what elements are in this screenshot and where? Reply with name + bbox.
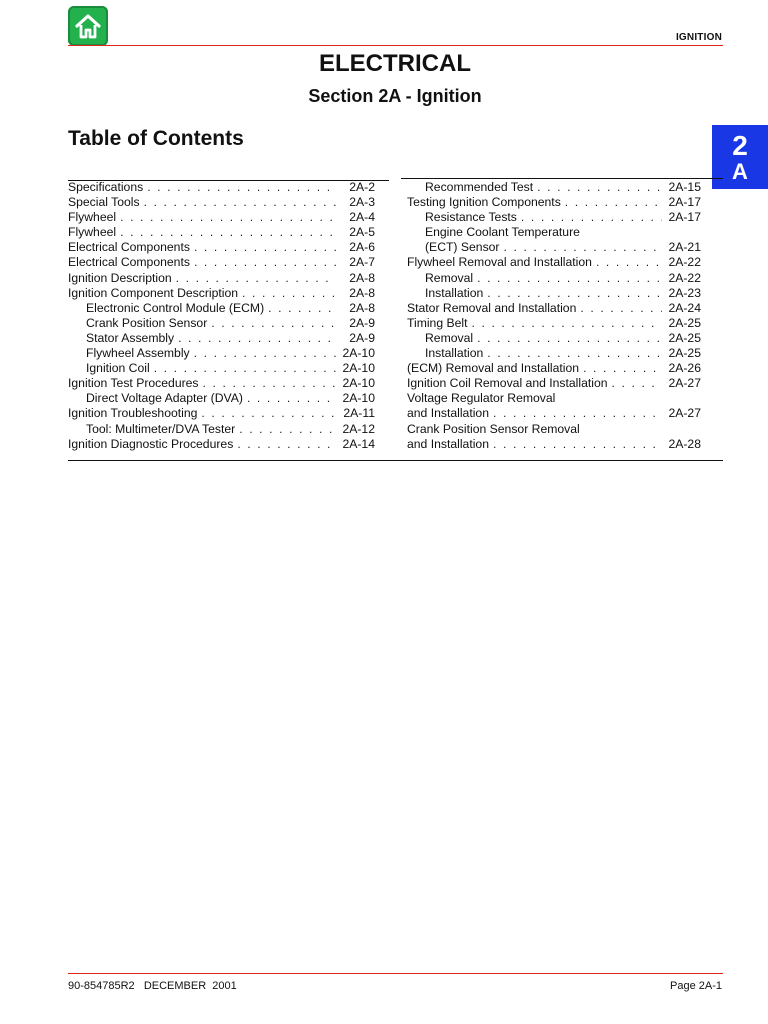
toc-entry-leader — [477, 331, 662, 346]
toc-entry-title: Engine Coolant Temperature — [425, 225, 580, 240]
toc-entry-title: Removal — [425, 330, 474, 345]
toc-entry-leader — [211, 316, 336, 331]
toc-entry-title: Tool: Multimeter/DVA Tester — [86, 421, 236, 436]
toc-entry-leader — [537, 180, 662, 195]
toc-entry-title: Installation — [425, 285, 484, 300]
toc-entry[interactable] — [68, 210, 375, 225]
toc-entry[interactable] — [407, 195, 701, 210]
toc-entry-title: Crank Position Sensor — [86, 315, 208, 330]
toc-entry[interactable] — [407, 391, 701, 406]
toc-entry-title: Ignition Component Description — [68, 285, 239, 300]
toc-bottom-rule — [68, 460, 723, 461]
toc-entry[interactable] — [407, 316, 701, 331]
toc-entry[interactable] — [68, 437, 375, 452]
toc-entry-leader — [239, 422, 336, 437]
toc-entry-title: Recommended Test — [425, 180, 534, 194]
toc-entry-leader — [583, 361, 662, 376]
toc-entry[interactable] — [407, 361, 701, 376]
toc-entry[interactable] — [68, 301, 375, 316]
toc-entry-page: 2A-11 — [343, 406, 375, 421]
toc-entry-page: 2A-7 — [349, 255, 375, 270]
toc-entry-leader — [477, 271, 662, 286]
header-rule — [68, 45, 723, 46]
toc-entry-page: 2A-22 — [668, 270, 701, 285]
toc-entry-title: Flywheel — [68, 225, 117, 240]
toc-entry-page: 2A-9 — [349, 330, 375, 345]
toc-entry-title: Resistance Tests — [425, 210, 517, 225]
toc-entry-page: 2A-4 — [349, 210, 375, 225]
toc-entry[interactable] — [68, 422, 375, 437]
toc-entry-page: 2A-27 — [668, 376, 701, 391]
toc-entry-leader — [596, 255, 662, 270]
toc-entry-title: Timing Belt — [407, 315, 468, 330]
toc-entry-leader — [612, 376, 662, 391]
toc-entry-title: Direct Voltage Adapter (DVA) — [86, 391, 243, 406]
toc-entry-title: Flywheel Assembly — [86, 346, 190, 361]
toc-entry[interactable] — [68, 271, 375, 286]
toc-entry-title: Removal — [425, 270, 474, 285]
toc-entry-page: 2A-12 — [342, 421, 375, 436]
toc-entry-leader — [493, 406, 662, 421]
toc-entry-page: 2A-8 — [349, 270, 375, 285]
section-tab-number: 2 — [732, 130, 748, 161]
toc-entry-title: Installation — [425, 346, 484, 361]
toc-entry-page: 2A-3 — [349, 195, 375, 210]
toc-right-column — [407, 180, 701, 452]
toc-entry-page: 2A-10 — [342, 376, 375, 391]
section-tab-letter: A — [732, 159, 748, 184]
toc-entry-title: Stator Assembly — [86, 330, 175, 345]
toc-entry-title: Ignition Description — [68, 270, 172, 285]
home-button[interactable] — [68, 6, 108, 46]
toc-entry[interactable] — [407, 437, 701, 452]
page-subtitle: Section 2A - Ignition — [308, 86, 482, 106]
page-title: ELECTRICAL — [319, 50, 471, 77]
toc-entry-page: 2A-24 — [668, 300, 701, 315]
toc-entry-leader — [144, 195, 336, 210]
toc-entry[interactable] — [68, 255, 375, 270]
toc-entry-leader — [147, 180, 336, 195]
toc-entry-page: 2A-21 — [668, 240, 701, 255]
toc-entry[interactable] — [407, 271, 701, 286]
toc-entry-leader — [268, 301, 336, 316]
toc-entry-title: Testing Ignition Components — [407, 195, 561, 210]
toc-entry-title: Voltage Regulator Removal — [407, 391, 556, 406]
toc-entry-title: Ignition Test Procedures — [68, 376, 199, 391]
toc-entry[interactable] — [68, 180, 375, 195]
toc-entry-title: Specifications — [68, 180, 144, 194]
toc-entry-title: Flywheel Removal and Installation — [407, 255, 592, 270]
toc-entry[interactable] — [407, 180, 701, 195]
toc-entry-title: Ignition Diagnostic Procedures — [68, 436, 234, 451]
toc-entry-page: 2A-14 — [342, 436, 375, 451]
toc-entry-leader — [487, 286, 662, 301]
toc-entry-leader — [194, 255, 336, 270]
toc-entry[interactable] — [407, 225, 701, 240]
toc-entry[interactable] — [407, 286, 701, 301]
toc-entry-page: 2A-17 — [668, 210, 701, 225]
toc-entry-page: 2A-17 — [668, 195, 701, 210]
toc-entry[interactable] — [68, 406, 375, 421]
toc-entry-leader — [565, 195, 662, 210]
toc-entry-title: (ECT) Sensor — [425, 240, 500, 255]
toc-entry-page: 2A-15 — [668, 180, 701, 194]
toc-entry-leader — [493, 437, 662, 452]
toc-entry-leader — [504, 240, 663, 255]
toc-entry[interactable] — [407, 210, 701, 225]
toc-entry-leader — [176, 271, 336, 286]
toc-entry-leader — [194, 346, 336, 361]
toc-entry-leader — [237, 437, 336, 452]
toc-entry-page: 2A-8 — [349, 300, 375, 315]
section-tab[interactable] — [712, 125, 768, 189]
toc-entry-leader — [487, 346, 662, 361]
toc-entry[interactable] — [68, 376, 375, 391]
toc-entry-title: Electronic Control Module (ECM) — [86, 300, 265, 315]
toc-entry-page: 2A-5 — [349, 225, 375, 240]
toc-entry[interactable] — [68, 195, 375, 210]
toc-entry[interactable] — [407, 406, 701, 421]
toc-entry-leader — [194, 240, 336, 255]
toc-entry-leader — [120, 210, 336, 225]
toc-entry-title: Electrical Components — [68, 240, 190, 255]
toc-entry-leader — [247, 391, 336, 406]
footer-page-number: Page 2A-1 — [670, 980, 722, 992]
toc-left-column — [68, 180, 375, 452]
toc-entry-page: 2A-10 — [342, 391, 375, 406]
toc-entry-page: 2A-2 — [349, 180, 375, 194]
toc-entry-leader — [154, 361, 336, 376]
toc-entry-page: 2A-22 — [668, 255, 701, 270]
toc-entry[interactable] — [407, 301, 701, 316]
toc-entry-title: Electrical Components — [68, 255, 190, 270]
toc-entry[interactable] — [68, 286, 375, 301]
section-label: IGNITION — [675, 32, 722, 43]
toc-entry[interactable] — [68, 391, 375, 406]
footer-doc-info: 90-854785R2 DECEMBER 2001 — [68, 980, 237, 992]
toc-right-top-rule — [401, 178, 723, 179]
toc-entry-title: Ignition Coil Removal and Installation — [407, 376, 608, 391]
footer-rule — [68, 973, 723, 974]
toc-entry-leader — [242, 286, 336, 301]
toc-entry-leader — [521, 210, 662, 225]
toc-entry-page: 2A-27 — [668, 406, 701, 421]
toc-entry-title: (ECM) Removal and Installation — [407, 361, 580, 376]
toc-entry-title: Flywheel — [68, 210, 117, 225]
toc-entry[interactable] — [407, 346, 701, 361]
toc-entry-page: 2A-10 — [342, 346, 375, 361]
toc-entry-title: Crank Position Sensor Removal — [407, 421, 580, 436]
toc-entry[interactable] — [68, 331, 375, 346]
toc-entry[interactable] — [407, 240, 701, 255]
toc-entry[interactable] — [68, 225, 375, 240]
toc-entry[interactable] — [407, 255, 701, 270]
toc-entry-title: and Installation — [407, 436, 489, 451]
toc-entry-leader — [201, 406, 336, 421]
toc-entry[interactable] — [68, 316, 375, 331]
toc-entry-title: and Installation — [407, 406, 489, 421]
toc-entry[interactable] — [407, 331, 701, 346]
toc-entry-title: Ignition Troubleshooting — [68, 406, 198, 421]
toc-entry[interactable] — [407, 376, 701, 391]
toc-entry-page: 2A-8 — [349, 285, 375, 300]
toc-entry-page: 2A-25 — [668, 346, 701, 361]
toc-entry-page: 2A-25 — [668, 315, 701, 330]
toc-entry-title: Ignition Coil — [86, 361, 150, 376]
toc-entry-page: 2A-9 — [349, 315, 375, 330]
toc-entry-title: Stator Removal and Installation — [407, 300, 577, 315]
toc-entry-title: Special Tools — [68, 195, 140, 210]
toc-entry-page: 2A-10 — [342, 361, 375, 376]
toc-entry-leader — [580, 301, 662, 316]
toc-entry-page: 2A-25 — [668, 330, 701, 345]
toc-entry-page: 2A-23 — [668, 285, 701, 300]
toc-entry-page: 2A-6 — [349, 240, 375, 255]
toc-entry[interactable] — [68, 346, 375, 361]
toc-entry[interactable] — [407, 422, 701, 437]
toc-entry[interactable] — [68, 361, 375, 376]
toc-entry-leader — [178, 331, 336, 346]
home-icon — [73, 11, 103, 41]
toc-heading: Table of Contents — [68, 127, 244, 150]
toc-entry-page: 2A-26 — [668, 361, 701, 376]
toc-entry-page: 2A-28 — [668, 436, 701, 451]
toc-entry-leader — [120, 225, 336, 240]
toc-entry-leader — [203, 376, 336, 391]
toc-entry-leader — [472, 316, 662, 331]
toc-entry[interactable] — [68, 240, 375, 255]
